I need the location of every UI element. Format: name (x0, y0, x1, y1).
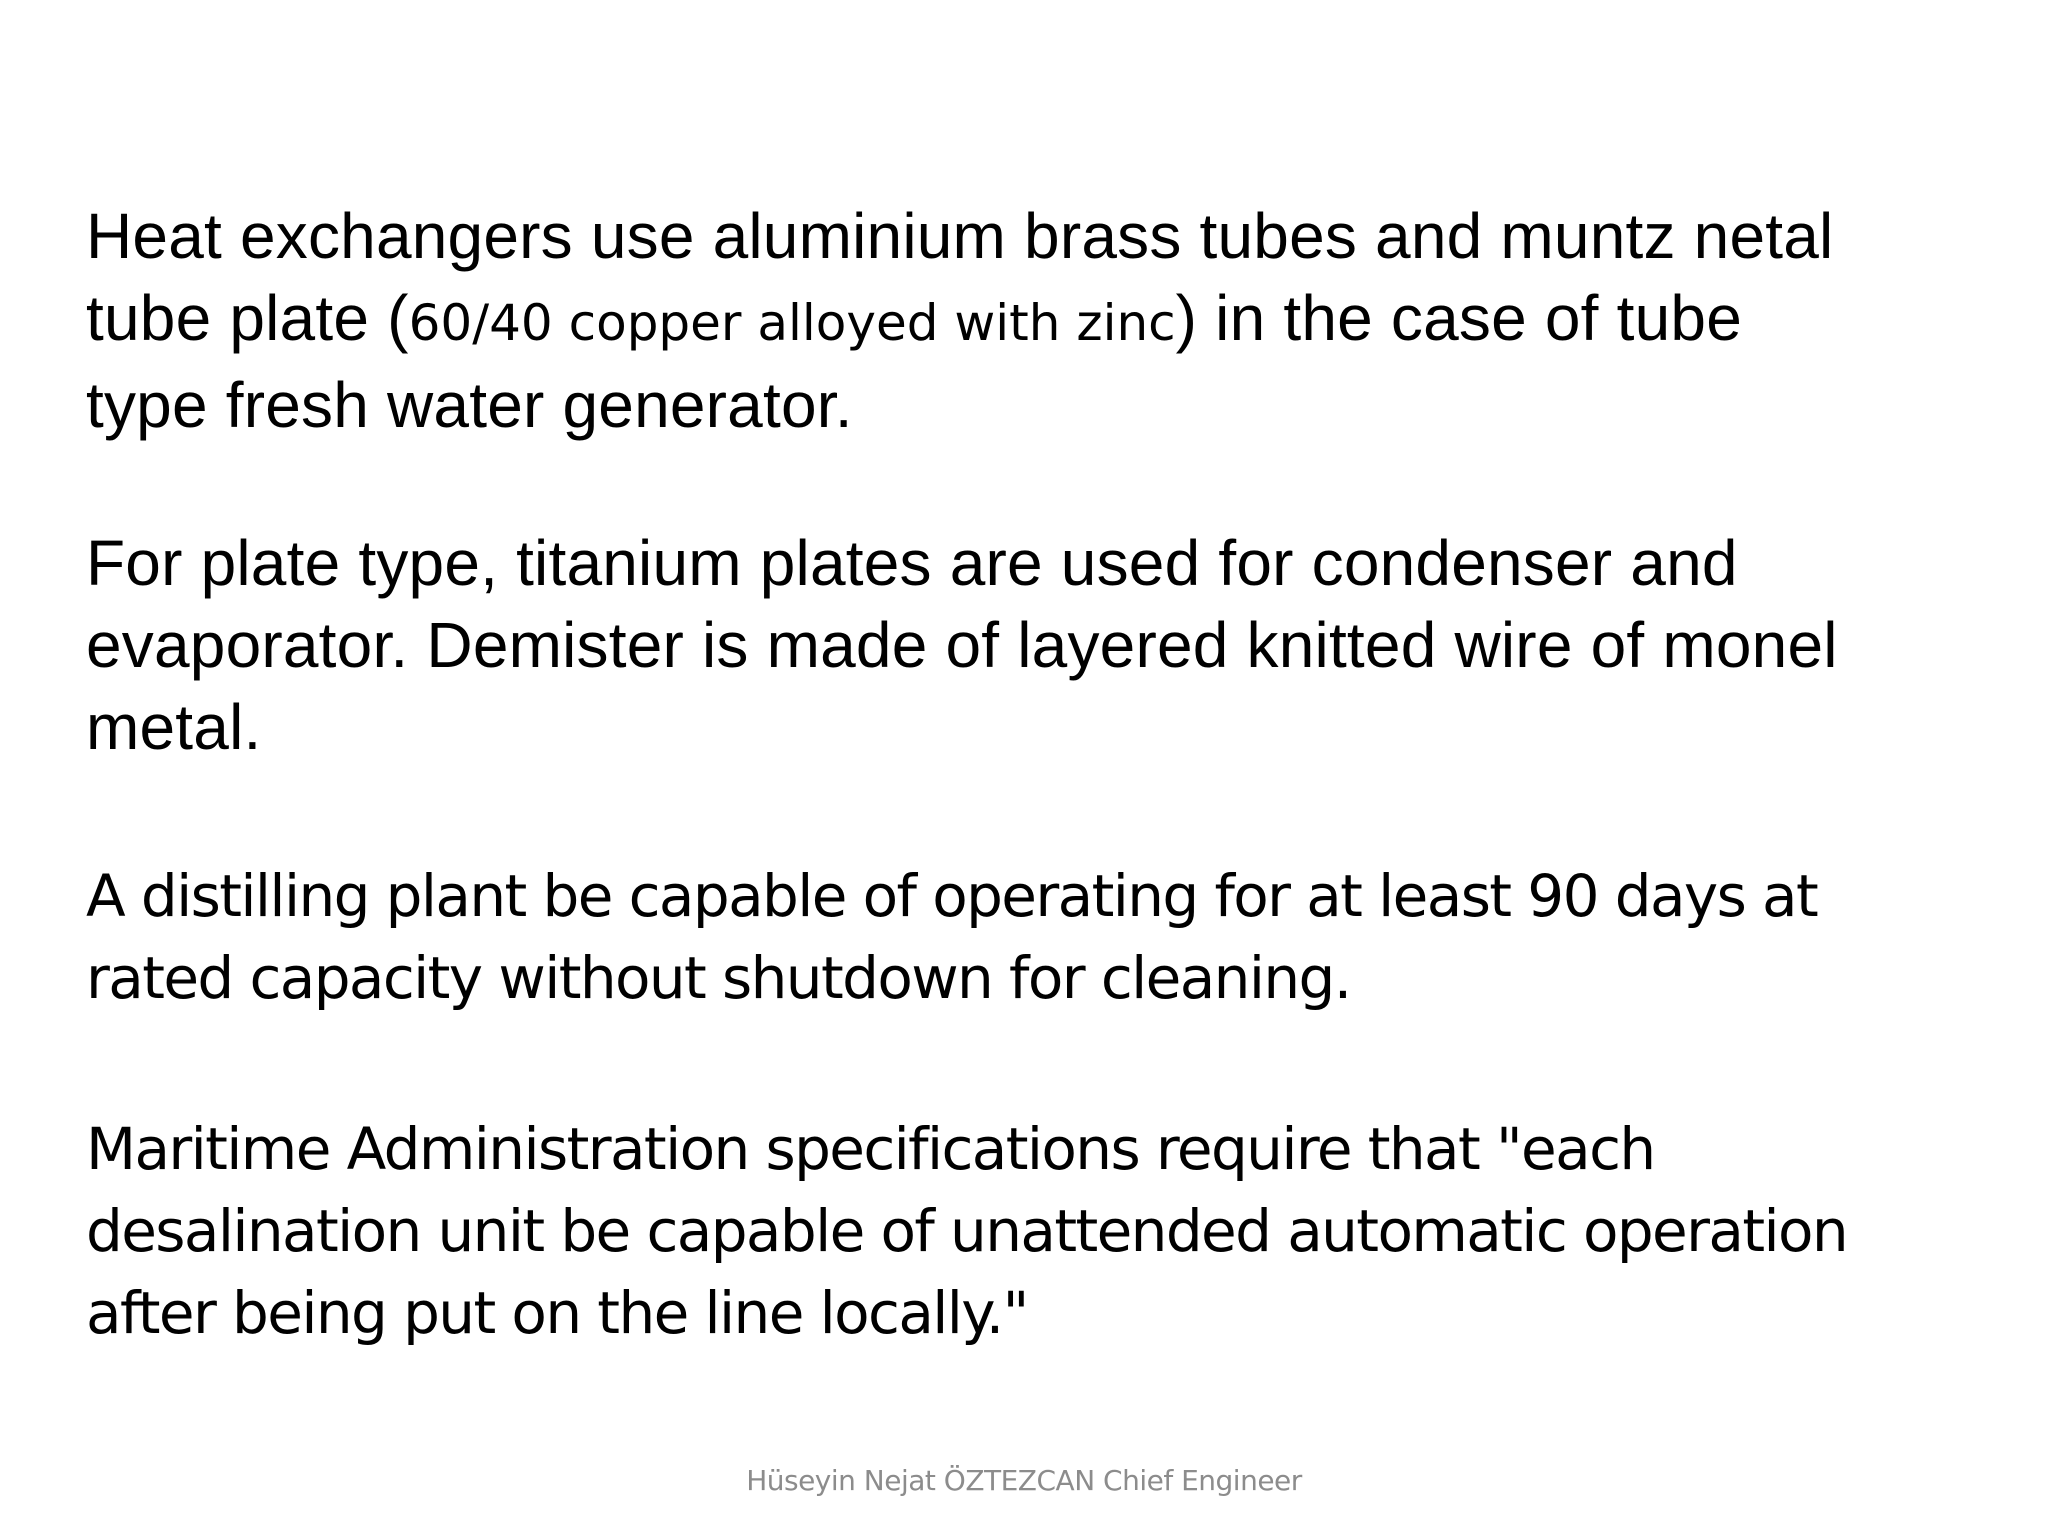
paragraph-1-text-b: ) in the case of tube type fresh water generator. (86, 282, 1742, 441)
paragraph-maritime-administration: Maritime Administration specifications require that "each desalination unit be capable of unattended automatic operation after being put on the line locally." (86, 1115, 1848, 1347)
paragraph-1-text-a: Heat exchangers use aluminium brass tubes and muntz netal tube plate ( (86, 200, 1834, 354)
slide-footer: Hüseyin Nejat ÖZTEZCAN Chief Engineer (746, 1464, 1302, 1497)
paragraph-plate-type: For plate type, titanium plates are used for condenser and evaporator. Demister is made of layered knitted wire of monel metal. (86, 527, 1838, 763)
paragraph-1-alloy-note: 60/40 copper alloyed with zinc (408, 294, 1176, 352)
paragraph-heat-exchangers (86, 195, 2006, 446)
paragraph-distilling-plant: A distilling plant be capable of operating for at least 90 days at rated capacity without shutdown for cleaning. (86, 862, 1818, 1012)
